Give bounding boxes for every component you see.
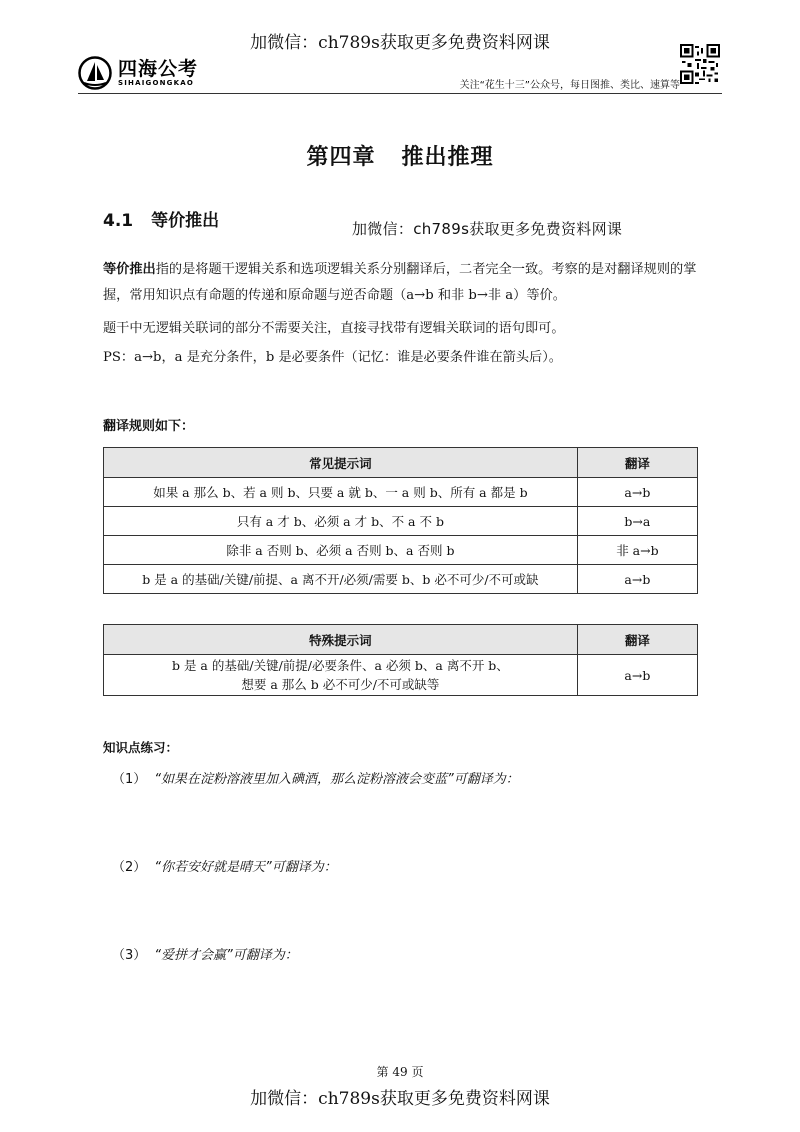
- intro-paragraph-2: 题干中无逻辑关联词的部分不需要关注，直接寻找带有逻辑关联词的语句即可。: [103, 321, 565, 336]
- intro-term: 等价推出: [103, 262, 156, 277]
- question-text: “爱拼才会赢”可翻译为：: [154, 948, 298, 963]
- intro-paragraph-1: [103, 257, 699, 309]
- table-cell-keywords: [104, 655, 578, 696]
- table-row: [104, 536, 698, 565]
- intro-paragraph-3: PS：a→b，a 是充分条件，b 是必要条件（记忆：谁是必要条件谁在箭头后）。: [103, 350, 562, 365]
- table-cell-keywords: 只有 a 才 b、必须 a 才 b、不 a 不 b: [104, 507, 578, 536]
- chapter-name: 推出推理: [401, 145, 494, 170]
- table-row: [104, 478, 698, 507]
- logo-cn: 四海公考: [118, 57, 199, 80]
- qr-code-icon: [680, 44, 720, 84]
- table-cell-keywords: b 是 a 的基础/关键/前提、a 离不开/必须/需要 b、b 必不可少/不可或缺: [104, 565, 578, 594]
- question-number: （1）: [112, 772, 147, 787]
- table-row: [104, 507, 698, 536]
- watermark-top: 加微信：ch789s获取更多免费资料网课: [250, 33, 550, 53]
- table-header-translation: 翻译: [577, 625, 697, 655]
- header-note: 关注“花生十三”公众号，每日图推、类比、速算等: [459, 80, 680, 91]
- question-text: “你若安好就是晴天”可翻译为：: [154, 860, 337, 875]
- sailboat-logo-icon: [78, 56, 112, 90]
- section-title: [103, 206, 219, 231]
- table-header-keywords: 特殊提示词: [104, 625, 578, 655]
- chapter-title: [0, 140, 800, 171]
- table-header-translation: 翻译: [577, 448, 697, 478]
- table-row: [104, 565, 698, 594]
- chapter-number: 第四章: [306, 145, 376, 170]
- special-keywords-line-2: 想要 a 那么 b 必不可少/不可或缺等: [241, 677, 440, 692]
- table-cell-translation: a→b: [577, 478, 697, 507]
- intro-p1-text: 指的是将题干逻辑关系和选项逻辑关系分别翻译后，二者完全一致。考察的是对翻译规则的掌握，常用知识点有命题的传递和原命题与逆否命题（a→b 和非 b→非 a）等价。: [103, 262, 697, 303]
- question-text: “如果在淀粉溶液里加入碘酒，那么淀粉溶液会变蓝”可翻译为：: [154, 772, 519, 787]
- page-number: 第 49 页: [376, 1065, 424, 1079]
- special-keywords-table: [103, 624, 698, 696]
- section-name: 等价推出: [151, 211, 220, 231]
- practice-question-2: [112, 856, 337, 875]
- practice-label: 知识点练习：: [103, 740, 179, 755]
- table-header-keywords: 常见提示词: [104, 448, 578, 478]
- watermark-middle: 加微信：ch789s获取更多免费资料网课: [352, 220, 623, 238]
- table-header-row: [104, 448, 698, 478]
- table-row: [104, 655, 698, 696]
- common-keywords-table: [103, 447, 698, 594]
- table-header-row: [104, 625, 698, 655]
- table-cell-keywords: 除非 a 否则 b、必须 a 否则 b、a 否则 b: [104, 536, 578, 565]
- table-cell-translation: a→b: [577, 565, 697, 594]
- table-cell-keywords: 如果 a 那么 b、若 a 则 b、只要 a 就 b、一 a 则 b、所有 a 都是 b: [104, 478, 578, 507]
- special-keywords-line-1: b 是 a 的基础/关键/前提/必要条件、a 必须 b、a 离不开 b、: [171, 658, 509, 673]
- logo: [78, 55, 198, 91]
- table-cell-translation: 非 a→b: [577, 536, 697, 565]
- table-cell-translation: a→b: [577, 655, 697, 696]
- rules-label: 翻译规则如下：: [103, 419, 195, 434]
- table-cell-translation: b→a: [577, 507, 697, 536]
- question-number: （3）: [112, 948, 147, 963]
- practice-question-3: [112, 944, 298, 963]
- logo-en: SIHAIGONGKAO: [118, 78, 195, 87]
- header-rule: [78, 93, 722, 94]
- practice-question-1: [112, 768, 519, 787]
- watermark-bottom: 加微信：ch789s获取更多免费资料网课: [250, 1089, 550, 1109]
- question-number: （2）: [112, 860, 147, 875]
- section-number: 4.1: [103, 211, 134, 231]
